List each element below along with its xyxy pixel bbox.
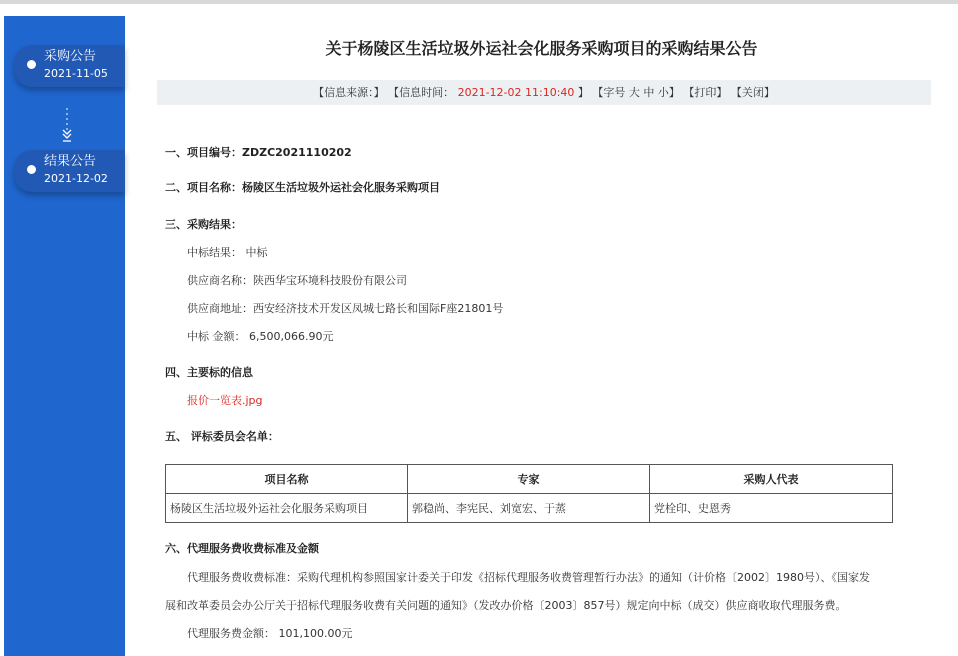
section-fee-heading: 六、代理服务费收费标准及金额 (165, 542, 319, 555)
attachment-link[interactable]: 报价一览表.jpg (187, 394, 263, 407)
info-time-label: 【信息时间： (388, 86, 455, 99)
table-header-row (166, 465, 893, 494)
section-committee-heading: 五、 评标委员会名单： (165, 430, 279, 443)
info-bar (157, 80, 931, 105)
print-link[interactable]: 【打印】 (683, 86, 728, 99)
font-small-link[interactable]: 小】 (657, 86, 680, 99)
font-large-link[interactable]: 大 (628, 86, 640, 99)
table-cell: 杨陵区生活垃圾外运社会化服务采购项目 (166, 494, 408, 523)
step-dot-icon (27, 165, 36, 174)
article-title: 关于杨陵区生活垃圾外运社会化服务采购项目的采购结果公告 (325, 39, 758, 58)
font-medium-link[interactable]: 中 (643, 86, 655, 99)
step-date: 2021-12-02 (44, 172, 108, 185)
section-main-info-heading: 四、主要标的信息 (165, 366, 253, 379)
project-name: 二、项目名称：杨陵区生活垃圾外运社会化服务采购项目 (165, 181, 440, 194)
info-time-value: 2021-12-02 11:10:40 (457, 86, 575, 99)
timeline-step-procurement-notice[interactable] (14, 45, 125, 87)
info-source: 【信息来源：】 (313, 86, 385, 99)
section-result-heading: 三、采购结果： (165, 218, 242, 231)
page (0, 4, 958, 656)
info-time-close: 】 (577, 86, 589, 99)
timeline-sidebar (4, 16, 125, 656)
supplier-address: 供应商地址：西安经济技术开发区凤城七路长和国际F座21801号 (187, 302, 504, 315)
close-link[interactable]: 【关闭】 (730, 86, 775, 99)
table-cell: 郭稳尚、李宪民、刘宽宏、于蒸 (408, 494, 650, 523)
award-amount: 中标 金额： 6,500,066.90元 (187, 330, 334, 343)
step-label: 结果公告 (44, 154, 97, 169)
column-header: 采购人代表 (650, 465, 893, 494)
font-size-label: 【字号 (592, 86, 626, 99)
fee-standard-line2: 展和改革委员会办公厅关于招标代理服务收费有关问题的通知》（发改办价格〔2003〕857号）规定向中标（成交）供应商收取代理服务费。 (165, 599, 847, 612)
column-header: 专家 (408, 465, 650, 494)
timeline-step-result-notice[interactable] (14, 150, 125, 192)
step-date: 2021-11-05 (44, 67, 108, 80)
result-status: 中标结果： 中标 (187, 246, 268, 259)
step-dot-icon (27, 60, 36, 69)
table-cell: 党栓印、史恩秀 (650, 494, 893, 523)
article (125, 4, 958, 656)
committee-table (165, 464, 893, 523)
step-label: 采购公告 (44, 49, 97, 64)
fee-standard-line1: 代理服务费收费标准：采购代理机构参照国家计委关于印发《招标代理服务收费管理暂行办法》的通知（计价格〔2002〕1980号）、《国家发 (187, 571, 870, 584)
column-header: 项目名称 (166, 465, 408, 494)
supplier-name: 供应商名称：陕西华宝环境科技股份有限公司 (187, 274, 407, 287)
down-arrow-icon (60, 108, 74, 148)
fee-amount: 代理服务费金额： 101,100.00元 (187, 627, 353, 640)
table-row (166, 494, 893, 523)
project-number: 一、项目编号：ZDZC2021110202 (165, 146, 352, 159)
